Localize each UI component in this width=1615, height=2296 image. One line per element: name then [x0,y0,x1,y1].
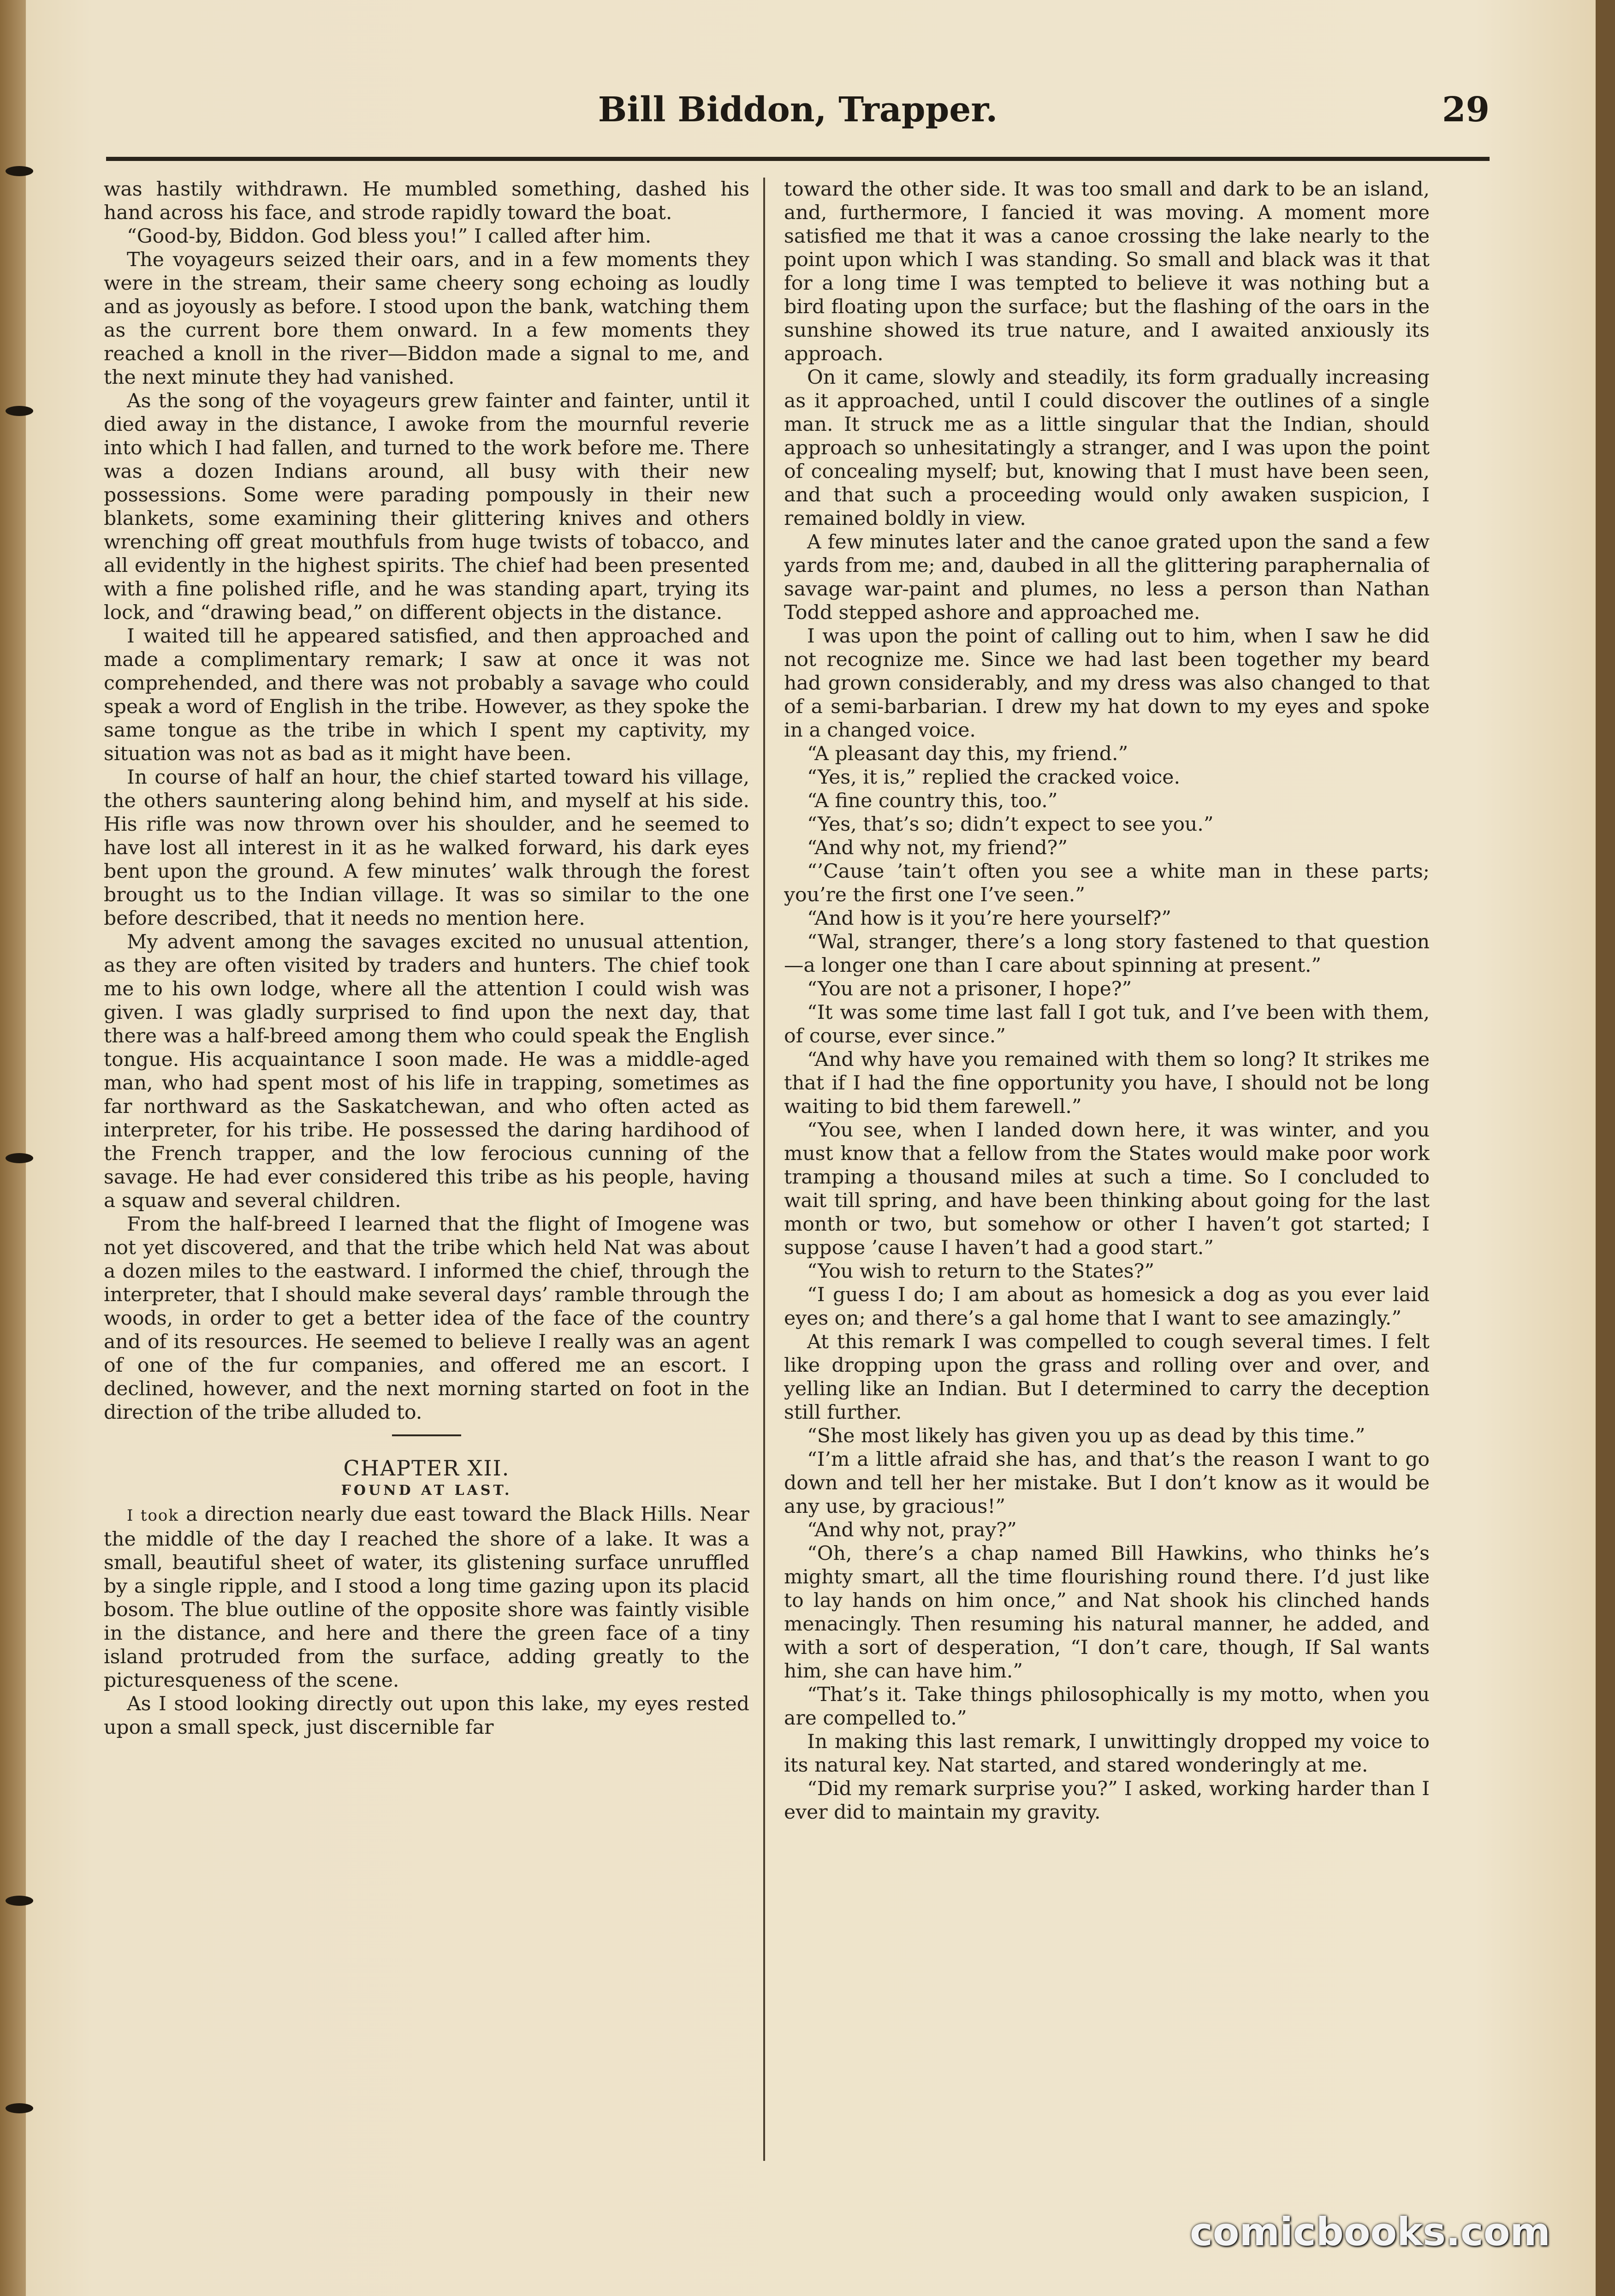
paragraph: In course of half an hour, the chief started toward his village, the others sauntering along behind him, and myself at his side. His rifle was now thrown over his shoulder, and he seemed to have lost all interest in it as he walked forward, his dark eyes bent upon the ground. A few minutes’ walk through the forest brought us to the Indian village. It was so similar to the one before described, that it needs no mention here. [104,766,749,930]
paragraph: toward the other side. It was too small and dark to be an island, and, furthermore, I fancied it was moving. A moment more satisfied me that it was a canoe crossing the lake nearly to the point upon which I was standing. So small and black was it that for a long time I was tempted to believe it was nothing but a bird floating upon the surface; but the flashing of the oars in the sunshine showed its true nature, and I awaited anxiously its approach. [784,178,1430,365]
dialogue-line: “She most likely has given you up as dead by this time.” [807,1425,1366,1447]
paragraph: I was upon the point of calling out to him, when I saw he did not recognize me. Since we had last been together my beard had grown considerably, and my dress was also changed to that of a semi-barbarian. I drew my hat down to my eyes and spoke in a changed voice. [784,625,1430,742]
section-rule [392,1434,461,1436]
chapter-paragraph-text: a direction nearly due east toward the Black Hills. Near the middle of the day I reached the shore of a lake. It was a small, beautiful sheet of water, its glistening surface unruffled by a single ripple, and I stood a long time gazing upon its placid bosom. The blue outline of the opposite shore was faintly visible in the distance, and here and there the green face of a tiny island protruded from the surface, adding greatly to the picturesqueness of the scene. [104,1503,749,1692]
chapter-subtitle: FOUND AT LAST. [341,1482,512,1499]
dialogue-line: “And why have you remained with them so long? It strikes me that if I had the fine opportunity you have, I should not be long waiting to bid them farewell.” [784,1048,1430,1118]
dialogue-line: “It was some time last fall I got tuk, and I’ve been with them, of course, ever since.” [784,1001,1430,1047]
binding-stitch [6,1153,33,1163]
chapter-title: CHAPTER XII. [343,1456,510,1481]
dialogue-line: “Yes, that’s so; didn’t expect to see you.” [807,813,1214,836]
header-rule [106,157,1490,161]
running-title: Bill Biddon, Trapper. [598,90,998,130]
dialogue-line: “’Cause ’tain’t often you see a white man in these parts; you’re the first one I’ve seen.” [784,860,1430,906]
right-column [784,178,1430,2170]
page-number: 29 [1442,90,1490,130]
dialogue-line: “You see, when I landed down here, it was winter, and you must know that a fellow from the States would make poor work tramping a thousand miles at such a time. So I concluded to wait till spring, and have been thinking about going for the last month or two, but somehow or other I haven’t got started; I suppose ’cause I haven’t had a good start.” [784,1119,1430,1259]
chapter-first-word: I took [127,1506,179,1525]
dialogue-line: “A pleasant day this, my friend.” [807,743,1128,765]
binding-stitch [6,166,33,176]
dialogue-line: “Oh, there’s a chap named Bill Hawkins, who thinks he’s mighty smart, all the time flourishing round there. I’d just like to lay hands on him once,” and Nat shook his clinched hands menacingly. Then resuming his natural manner, he added, and with a sort of desperation, “I don’t care, though, If Sal wants him, she can have him.” [784,1542,1430,1683]
paragraph: As the song of the voyageurs grew fainter and fainter, until it died away in the distance, I awoke from the mournful reverie into which I had fallen, and turned to the work before me. There was a dozen Indians around, all busy with their new possessions. Some were parading pompously in their new blankets, some examining their glittering knives and others wrenching off great mouthfuls from huge twists of tobacco, and all evidently in the highest spirits. The chief had been presented with a fine polished rifle, and he was standing apart, trying its lock, and “drawing bead,” on different objects in the distance. [104,390,749,624]
left-column [104,178,749,2170]
dialogue-line: “And how is it you’re here yourself?” [807,907,1172,930]
dialogue-line: “And why not, pray?” [807,1519,1017,1541]
dialogue-line: “Did my remark surprise you?” I asked, working harder than I ever did to maintain my gravity. [784,1778,1430,1824]
paragraph: In making this last remark, I unwittingly dropped my voice to its natural key. Nat started, and stared wonderingly at me. [784,1731,1430,1777]
watermark: comicbooks.com [1190,2209,1550,2254]
chapter-opening-paragraph [104,1503,749,1692]
paragraph: On it came, slowly and steadily, its form gradually increasing as it approached, until I could discover the outlines of a single man. It struck me as a little singular that the Indian, should approach so unhesitatingly a stranger, and I was upon the point of concealing myself; but, knowing that I must have been seen, and that such a proceeding would only awaken suspicion, I remained boldly in view. [784,366,1430,530]
dialogue-line: “Yes, it is,” replied the cracked voice. [807,766,1180,789]
running-header [106,90,1490,145]
paragraph: I waited till he appeared satisfied, and then approached and made a complimentary remark; I saw at once it was not comprehended, and there was not probably a savage who could speak a word of English in the tribe. However, as they spoke the same tongue as the tribe in which I spent my captivity, my situation was not as bad as it might have been. [104,625,749,765]
paragraph: My advent among the savages excited no unusual attention, as they are often visited by traders and hunters. The chief took me to his own lodge, where all the attention I could wish was given. I was gladly surprised to find upon the next day, that there was a half-breed among them who could speak the English tongue. His acquaintance I soon made. He was a middle-aged man, who had spent most of his life in trapping, sometimes as far northward as the Saskatchewan, and who often acted as interpreter, for his tribe. He possessed the daring hardihood of the French trapper, and the low ferocious cunning of the savage. He had ever considered this tribe as his people, having a squaw and several children. [104,931,749,1212]
paragraph: A few minutes later and the canoe grated upon the sand a few yards from me; and, daubed in all the glittering paraphernalia of savage war-paint and plumes, no less a person than Nathan Todd stepped ashore and approached me. [784,531,1430,624]
binding-stitch [6,406,33,416]
binding-stitch [6,1896,33,1906]
dialogue-line: “That’s it. Take things philosophically is my motto, when you are compelled to.” [784,1683,1430,1730]
dialogue-line: “I’m a little afraid she has, and that’s the reason I want to go down and tell her her mistake. But I don’t know as it would be any use, by gracious!” [784,1448,1430,1518]
dialogue-line: “You wish to return to the States?” [807,1260,1155,1283]
dialogue-line: “A fine country this, too.” [807,790,1058,812]
dialogue-line: “And why not, my friend?” [807,837,1068,859]
paragraph: The voyageurs seized their oars, and in a few moments they were in the stream, their same cheery song echoing as loudly and as joyously as before. I stood upon the bank, watching them as the current bore them onward. In a few moments they reached a knoll in the river—Biddon made a signal to me, and the next minute they had vanished. [104,249,749,389]
paragraph: At this remark I was compelled to cough several times. I felt like dropping upon the grass and rolling over and over, and yelling like an Indian. But I determined to carry the deception still further. [784,1331,1430,1424]
page-spine [0,0,26,2296]
dialogue-line: “I guess I do; I am about as homesick a dog as you ever laid eyes on; and there’s a gal home that I want to see amazingly.” [784,1284,1430,1330]
dialogue-line: “You are not a prisoner, I hope?” [807,978,1132,1000]
paragraph: “Good-by, Biddon. God bless you!” I called after him. [127,225,652,248]
page-edge [1596,0,1615,2296]
dialogue-line: “Wal, stranger, there’s a long story fastened to that question—a longer one than I care about spinning at present.” [784,931,1430,977]
paragraph: was hastily withdrawn. He mumbled something, dashed his hand across his face, and strode rapidly toward the boat. [104,178,749,224]
column-divider [763,178,765,2161]
paragraph: As I stood looking directly out upon this lake, my eyes rested upon a small speck, just discernible far [104,1693,749,1739]
paragraph: From the half-breed I learned that the flight of Imogene was not yet discovered, and that the tribe which held Nat was about a dozen miles to the eastward. I informed the chief, through the interpreter, that I should make several days’ ramble through the woods, in order to get a better idea of the face of the country and of its resources. He seemed to believe I really was an agent of one of the fur companies, and offered me an escort. I declined, however, and the next morning started on foot in the direction of the tribe alluded to. [104,1213,749,1424]
binding-stitch [6,2103,33,2113]
